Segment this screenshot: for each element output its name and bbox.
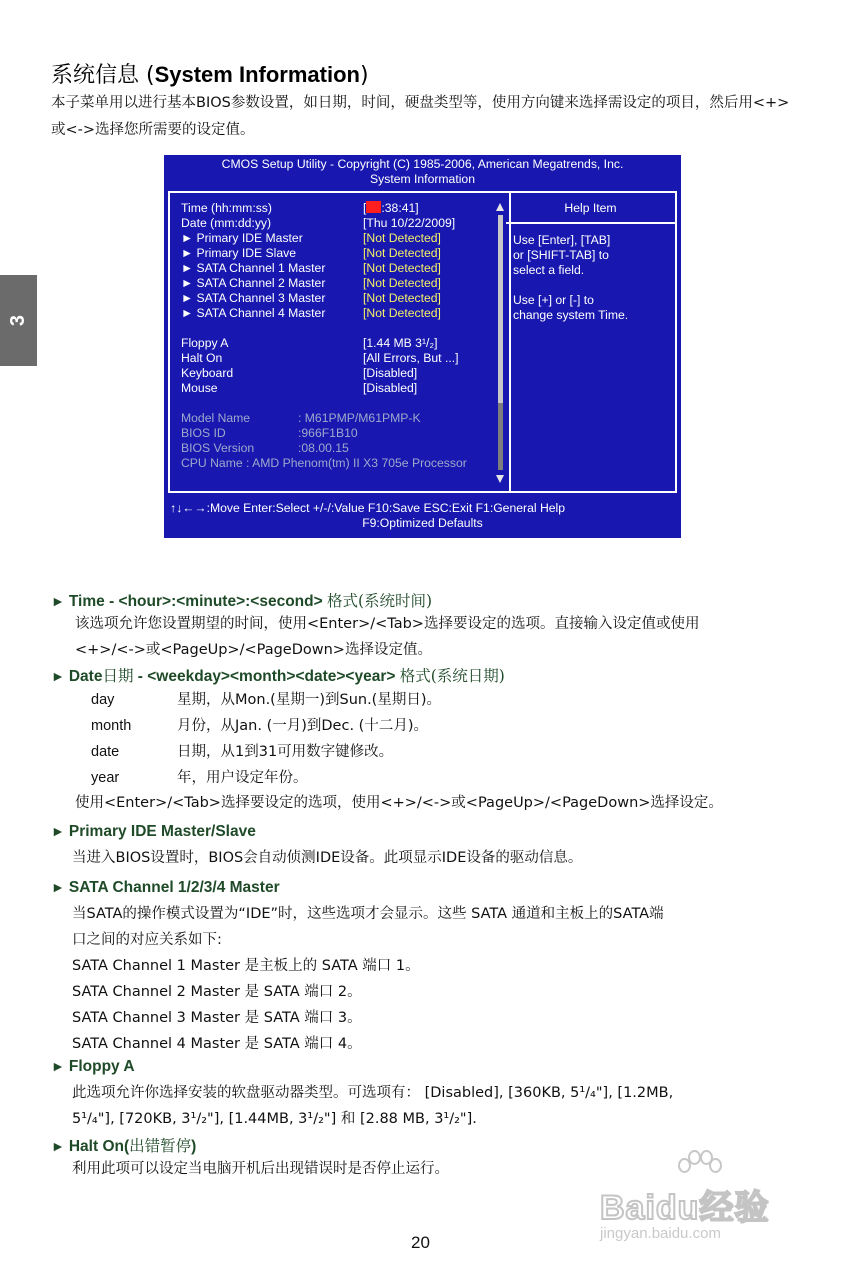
info-version-label: BIOS Version <box>181 441 255 455</box>
bios-header <box>164 157 681 187</box>
help-line: change system Time. <box>513 308 629 322</box>
help-text <box>513 233 628 323</box>
help-line: or [SHIFT-TAB] to <box>513 248 609 262</box>
bios-item-primary-ide-master[interactable]: ► Primary IDE Master <box>181 231 303 245</box>
bios-footer-2: F9:Optimized Defaults <box>362 516 483 530</box>
term-month: month <box>91 718 132 734</box>
bios-item-sata2[interactable]: ► SATA Channel 2 Master <box>181 276 326 290</box>
bios-item-sata1[interactable]: ► SATA Channel 1 Master <box>181 261 326 275</box>
time-desc-1: 该选项允许您设置期望的时间，使用<Enter>/<Tab>选择要设定的选项。直接输入设定值或使用 <box>75 616 700 632</box>
heading-text: Time - <hour>:<minute>:<second> <box>68 593 327 610</box>
bios-value-mouse[interactable]: [Disabled] <box>363 381 418 395</box>
bios-value: [Not Detected] <box>363 246 441 260</box>
help-title: Help Item <box>564 201 617 215</box>
help-line: Use [Enter], [TAB] <box>513 233 611 247</box>
bullet-triangle-icon: ► <box>51 1138 65 1154</box>
heading-cn: 出错暂停 <box>129 1137 192 1155</box>
chapter-tab <box>0 275 37 366</box>
paw-icon <box>676 1150 716 1184</box>
section-ide-heading <box>51 823 256 841</box>
term-day-desc: 星期，从Mon.(星期一)到Sun.(星期日)。 <box>177 692 442 708</box>
term-year: year <box>91 770 120 786</box>
time-bracket: [ <box>363 201 367 215</box>
time-value: :38:41] <box>381 201 419 215</box>
heading-text: Halt On( <box>68 1138 130 1155</box>
sata-port-1: SATA Channel 1 Master 是主板上的 SATA 端口 1。 <box>72 958 420 974</box>
floppy-desc-1: 此选项允许你选择安装的软盘驱动器类型。可选项有： [Disabled], [360KB, 5¹/₄"], [1.2MB, <box>72 1085 674 1101</box>
ide-desc: 当进入BIOS设置时，BIOS会自动侦测IDE设备。此项显示IDE设备的驱动信息。 <box>72 850 583 866</box>
bios-value-time[interactable] <box>363 201 419 216</box>
heading-text: Floppy A <box>68 1058 135 1075</box>
bios-scrollbar[interactable] <box>497 203 503 485</box>
sata-desc-2: 口之间的对应关系如下: <box>72 932 222 948</box>
scroll-thumb[interactable] <box>498 403 503 470</box>
bios-value-halt[interactable]: [All Errors, But ...] <box>363 351 459 365</box>
floppy-desc-2: 5¹/₄"], [720KB, 3¹/₂"], [1.44MB, 3¹/₂"] 和 [2.88 MB, 3¹/₂"]. <box>72 1111 477 1127</box>
help-spacer <box>513 278 628 293</box>
title-cn: 系统信息 ( <box>51 63 155 88</box>
bios-footer: ↑↓←→:Move Enter:Select +/-/:Value F10:Save ESC:Exit F1:General Help <box>170 501 566 515</box>
bios-value-date[interactable]: [Thu 10/22/2009] <box>363 216 456 230</box>
section-floppy-heading <box>51 1058 135 1076</box>
edit-cursor <box>366 201 381 213</box>
info-cpu: CPU Name : AMD Phenom(tm) II X3 705e Processor <box>181 456 467 470</box>
sata-port-4: SATA Channel 4 Master 是 SATA 端口 4。 <box>72 1036 362 1052</box>
help-divider <box>506 222 675 224</box>
bios-header-line1: CMOS Setup Utility - Copyright (C) 1985-2006, American Megatrends, Inc. <box>221 157 624 171</box>
section-date-heading <box>51 664 505 686</box>
bullet-triangle-icon: ► <box>51 823 65 839</box>
term-day: day <box>91 692 115 708</box>
bios-value: [Not Detected] <box>363 261 441 275</box>
watermark-brand: Baidu经验 <box>600 1189 770 1227</box>
bios-item-sata4[interactable]: ► SATA Channel 4 Master <box>181 306 326 320</box>
bios-item-halt-on[interactable]: Halt On <box>181 351 223 365</box>
term-month-desc: 月份，从Jan. (一月)到Dec. (十二月)。 <box>177 718 428 734</box>
bios-item-mouse[interactable]: Mouse <box>181 381 218 395</box>
time-desc-2: <+>/<->或<PageUp>/<PageDown>选择设定值。 <box>75 642 432 658</box>
bios-item-primary-ide-slave[interactable]: ► Primary IDE Slave <box>181 246 297 260</box>
heading-text: SATA Channel 1/2/3/4 Master <box>68 879 280 896</box>
term-date: date <box>91 744 120 760</box>
bios-value-floppy[interactable]: [1.44 MB 3¹/₂] <box>363 336 438 350</box>
bios-item-sata3[interactable]: ► SATA Channel 3 Master <box>181 291 326 305</box>
bios-value-keyboard[interactable]: [Disabled] <box>363 366 418 380</box>
bios-screen <box>164 155 681 538</box>
heading-text: ) <box>191 1138 197 1155</box>
scroll-up-icon[interactable] <box>496 203 504 211</box>
bios-value: [Not Detected] <box>363 306 441 320</box>
bios-value: [Not Detected] <box>363 291 441 305</box>
section-sata-heading <box>51 879 280 897</box>
halt-desc: 利用此项可以设定当电脑开机后出现错误时是否停止运行。 <box>72 1161 449 1177</box>
heading-cn: 格式(系统时间) <box>326 592 433 610</box>
sata-port-2: SATA Channel 2 Master 是 SATA 端口 2。 <box>72 984 362 1000</box>
page-number: 20 <box>411 1233 430 1252</box>
info-biosid-label: BIOS ID <box>181 426 226 440</box>
scroll-down-icon[interactable] <box>496 475 504 483</box>
bullet-triangle-icon: ► <box>51 1058 65 1074</box>
bios-value: [Not Detected] <box>363 276 441 290</box>
watermark-url: jingyan.baidu.com <box>600 1225 721 1242</box>
bios-header-line2: System Information <box>370 172 475 186</box>
bullet-triangle-icon: ► <box>51 668 65 684</box>
sata-port-3: SATA Channel 3 Master 是 SATA 端口 3。 <box>72 1010 362 1026</box>
heading-text: - <weekday><month><date><year> <box>133 668 400 685</box>
heading-text: Primary IDE Master/Slave <box>68 823 256 840</box>
heading-text: Date <box>68 668 103 685</box>
page-title <box>51 58 369 89</box>
date-note: 使用<Enter>/<Tab>选择要设定的选项，使用<+>/<->或<PageUp>/<PageDown>选择设定。 <box>75 795 723 811</box>
heading-cn: 格式(系统日期) <box>399 667 505 685</box>
title-en: System Information <box>154 62 360 87</box>
bullet-triangle-icon: ► <box>51 879 65 895</box>
term-year-desc: 年，用户设定年份。 <box>177 770 308 786</box>
section-halt-heading <box>51 1134 196 1156</box>
info-model-label: Model Name <box>181 411 251 425</box>
title-close: ) <box>359 63 369 88</box>
help-line: Use [+] or [-] to <box>513 293 594 307</box>
section-time-heading <box>51 589 432 611</box>
bullet-triangle-icon: ► <box>51 593 65 609</box>
heading-cn: 日期 <box>102 667 134 685</box>
bios-item-time[interactable]: Time (hh:mm:ss) <box>181 201 272 215</box>
intro-paragraph: 本子菜单用以进行基本BIOS参数设置，如日期，时间，硬盘类型等，使用方向键来选择需设定的项目，然后用<+>或<->选择您所需要的设定值。 <box>51 95 790 138</box>
bios-item-keyboard[interactable]: Keyboard <box>181 366 234 380</box>
chapter-number: 3 <box>7 314 29 327</box>
info-version-value: :08.00.15 <box>298 441 349 455</box>
info-biosid-value: :966F1B10 <box>298 426 358 440</box>
info-model-value: : M61PMP/M61PMP-K <box>298 411 421 425</box>
term-date-desc: 日期，从1到31可用数字键修改。 <box>177 744 394 760</box>
bios-item-date[interactable]: Date (mm:dd:yy) <box>181 216 272 230</box>
help-line: select a field. <box>513 263 585 277</box>
bios-item-floppy-a[interactable]: Floppy A <box>181 336 229 350</box>
sata-desc-1: 当SATA的操作模式设置为“IDE”时，这些选项才会显示。这些 SATA 通道和主板上的SATA端 <box>72 906 664 922</box>
bios-value: [Not Detected] <box>363 231 441 245</box>
bios-help-panel <box>506 191 677 493</box>
